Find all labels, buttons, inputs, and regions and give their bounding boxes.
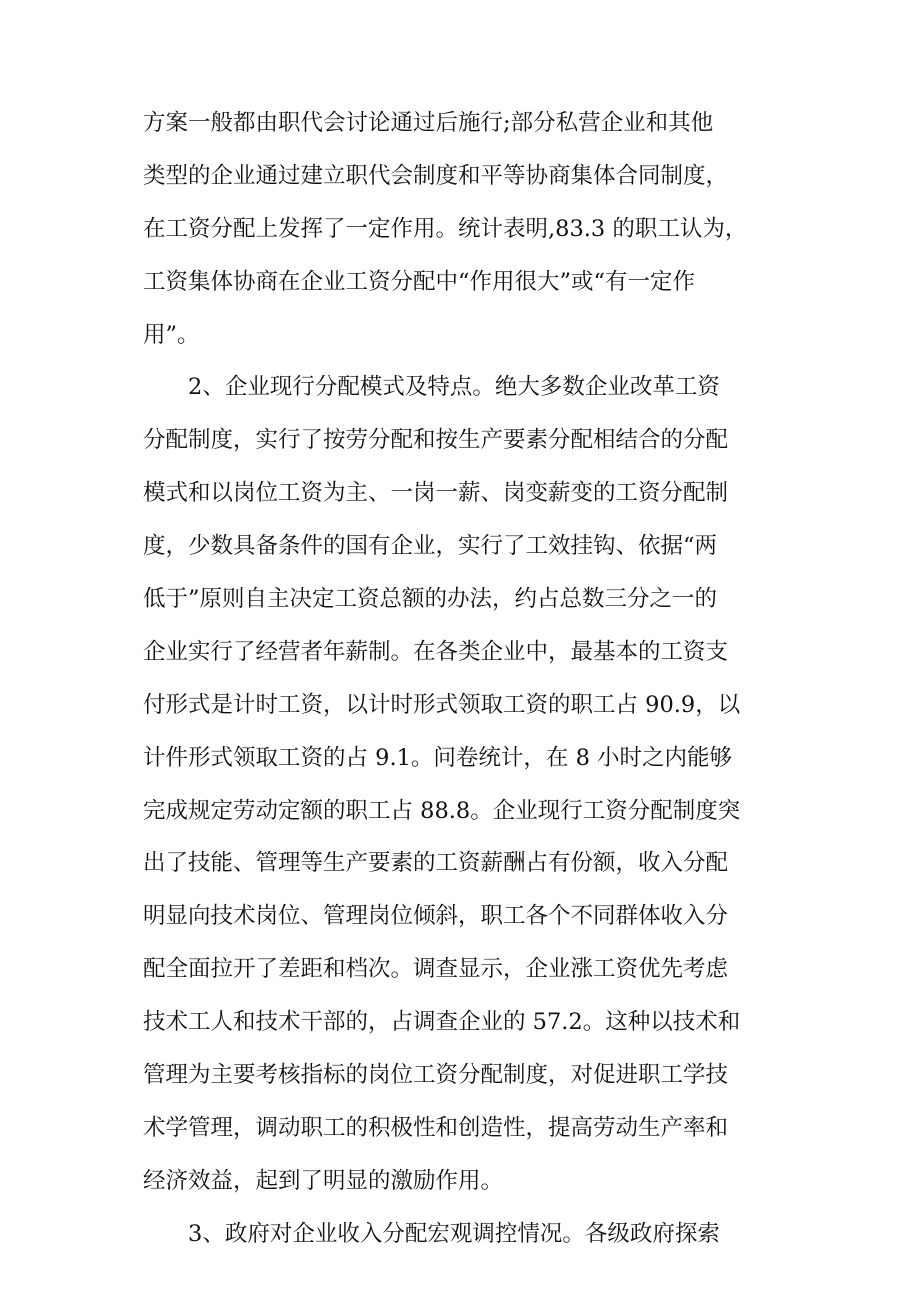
text-line: 计件形式领取工资的占 9.1。问卷统计，在 8 小时之内能够 — [143, 744, 733, 771]
paragraph-start-line: 2、企业现行分配模式及特点。绝大多数企业改革工资 — [188, 374, 720, 401]
paragraph-start-line: 3、政府对企业收入分配宏观调控情况。各级政府探索 — [188, 1220, 720, 1247]
text-line: 术学管理，调动职工的积极性和创造性，提高劳动生产率和 — [143, 1114, 729, 1141]
text-line: 分配制度，实行了按劳分配和按生产要素分配相结合的分配 — [143, 427, 729, 454]
text-line: 低于”原则自主决定工资总额的办法，约占总数三分之一的 — [143, 586, 718, 613]
text-line: 方案一般都由职代会讨论通过后施行;部分私营企业和其他 — [143, 110, 714, 136]
text-line: 用”。 — [143, 321, 200, 348]
text-line: 类型的企业通过建立职代会制度和平等协商集体合同制度， — [143, 162, 729, 189]
text-line: 配全面拉开了差距和档次。调查显示，企业涨工资优先考虑 — [143, 956, 729, 983]
text-line: 工资集体协商在企业工资分配中“作用很大”或“有一定作 — [143, 268, 696, 295]
text-line: 在工资分配上发挥了一定作用。统计表明,83.3 的职工认为， — [143, 215, 748, 242]
text-line: 付形式是计时工资，以计时形式领取工资的职工占 90.9，以 — [143, 691, 741, 718]
text-line: 出了技能、管理等生产要素的工资薪酬占有份额，收入分配 — [143, 850, 729, 877]
text-line: 完成规定劳动定额的职工占 88.8。企业现行工资分配制度突 — [143, 797, 741, 824]
text-line: 经济效益，起到了明显的激励作用。 — [143, 1167, 504, 1194]
text-line: 模式和以岗位工资为主、一岗一薪、岗变薪变的工资分配制 — [143, 480, 729, 507]
text-line: 企业实行了经营者年薪制。在各类企业中，最基本的工资支 — [143, 638, 729, 665]
text-line: 度，少数具备条件的国有企业，实行了工效挂钩、依据“两 — [143, 533, 718, 560]
body-text — [143, 97, 783, 1261]
text-line: 明显向技术岗位、管理岗位倾斜，职工各个不同群体收入分 — [143, 903, 729, 930]
text-line: 管理为主要考核指标的岗位工资分配制度，对促进职工学技 — [143, 1062, 729, 1089]
text-line: 技术工人和技术干部的，占调查企业的 57.2。这种以技术和 — [143, 1009, 741, 1036]
